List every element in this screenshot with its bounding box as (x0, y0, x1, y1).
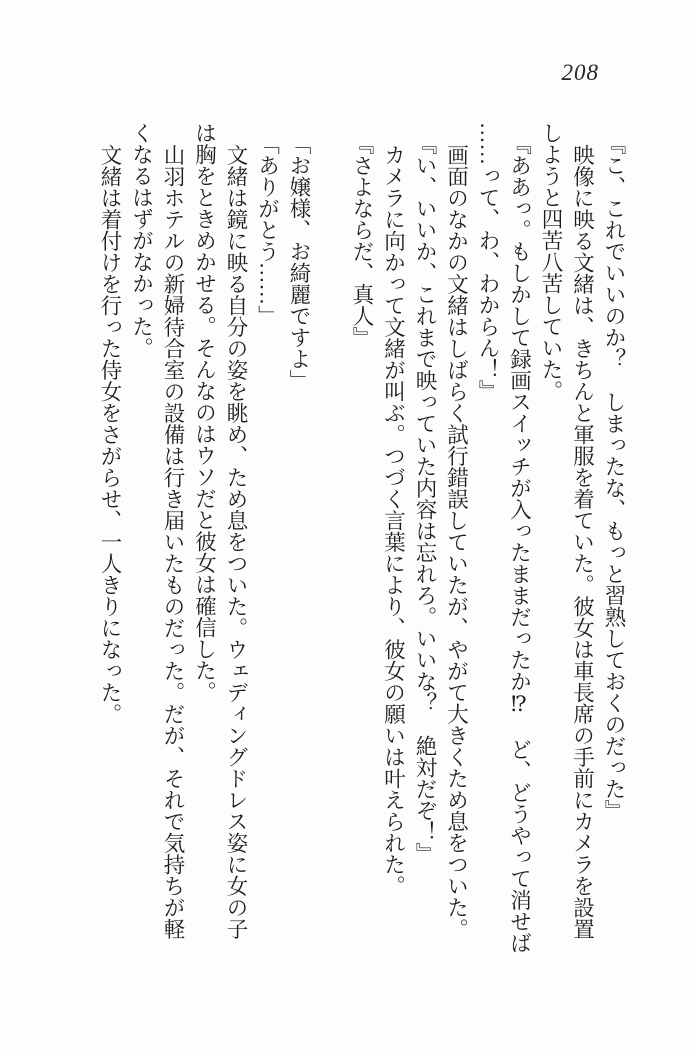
text-line: 山羽ホテルの新婦待合室の設備は行き届いたものだった。だが、それで気持ちが軽 (161, 143, 185, 939)
text-line: 『さよならだ、真人』 (350, 132, 374, 348)
text-line: 『い、いいか、これまで映っていた内容は忘れろ。いいな？ 絶対だぞ！』 (413, 132, 437, 864)
text-line: は胸をときめかせる。そんなのはウソだと彼女は確信した。 (192, 122, 217, 703)
text-line: 文緒は鏡に映る自分の姿を眺め、ため息をついた。ウェディングドレス姿に女の子 (224, 143, 248, 939)
text-line: 映像に映る文緒は、きちんと軍服を着ていた。彼女は車長席の手前にカメラを設置 (570, 143, 595, 939)
text-block (94, 122, 630, 953)
text-line: カメラに向かって文緒が叫ぶ。つづく言葉により、彼女の願いは叶えられた。 (381, 143, 406, 896)
text-line: 画面のなかの文緒はしばらく試行錯誤していたが、やがて大きくため息をついた。 (444, 143, 469, 939)
text-line: 『こ、これでいいのか？ しまったな、もっと習熟しておくのだった』 (602, 132, 626, 821)
text-line: ……って、わ、わからん！』 (476, 122, 500, 402)
text-line: 『ああっ。もしかして録画スイッチが入ったままだったか⁉ ど、どうやって消せば (507, 132, 532, 953)
text-line: 「お嬢様、お綺麗ですよ」 (287, 132, 311, 391)
text-line: しようと四苦八苦していた。 (539, 122, 563, 402)
text-line: 「ありがとう……」 (255, 132, 280, 326)
page-number: 208 (561, 60, 599, 85)
text-line: くなるはずがなかった。 (129, 122, 154, 359)
text-line (314, 122, 346, 944)
text-line: 文緒は着付けを行った侍女をさがらせ、一人きりになった。 (98, 143, 122, 724)
